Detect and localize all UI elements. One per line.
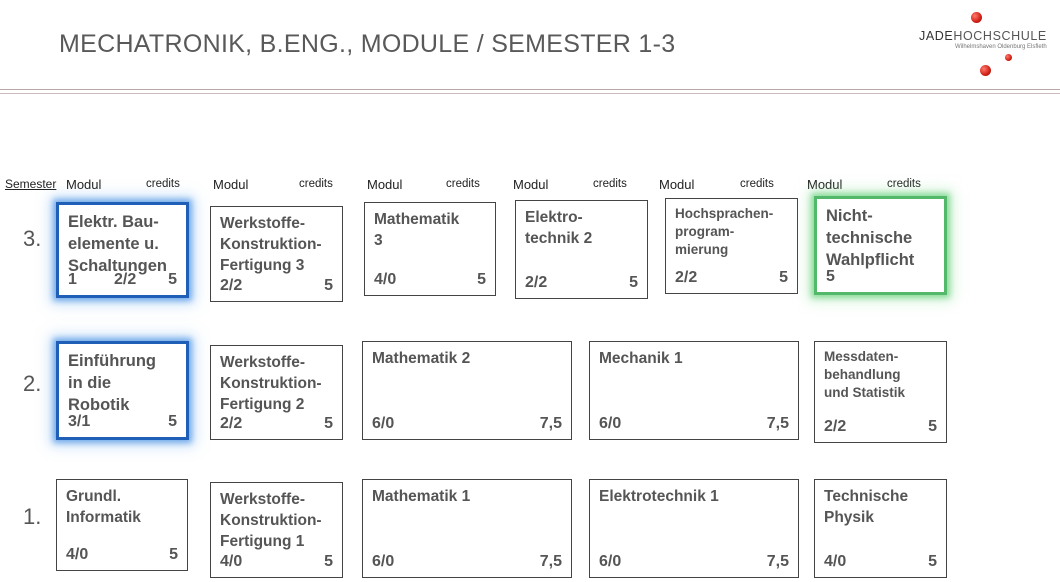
module-sws: 6/0	[599, 415, 622, 432]
module-card	[210, 206, 343, 302]
modul-header: Modul	[367, 177, 403, 192]
module-sws: 6/0	[372, 415, 395, 432]
module-name: Werkstoffe- Konstruktion- Fertigung 1	[220, 491, 322, 550]
module-credits: 5	[324, 415, 333, 432]
module-name: Mechanik 1	[599, 350, 683, 367]
logo-dot-icon	[1005, 54, 1012, 61]
module-name: Mathematik 2	[372, 350, 471, 367]
module-credits: 7,5	[539, 415, 562, 432]
semester-number: 3.	[23, 226, 42, 251]
module-name: Mathematik 1	[372, 488, 471, 505]
module-card	[56, 479, 188, 571]
module-card	[364, 202, 496, 296]
page-title: MECHATRONIK, B.ENG., MODULE / SEMESTER 1-3	[59, 30, 676, 58]
semester-number: 1.	[23, 504, 42, 529]
module-sws: 6/0	[599, 553, 622, 570]
module-name: Werkstoffe- Konstruktion- Fertigung 3	[220, 215, 322, 274]
module-card	[56, 202, 189, 298]
module-credits: 5	[324, 277, 333, 294]
module-name: Technische Physik	[824, 488, 909, 526]
module-card	[56, 341, 189, 440]
module-name: Elektr. Bau- elemente u. Schaltungen	[68, 213, 168, 275]
module-credits: 5	[168, 271, 177, 288]
logo-wordmark	[919, 29, 1047, 43]
module-credits: 5	[168, 413, 177, 430]
module-card	[589, 341, 799, 440]
module-card	[210, 345, 343, 440]
header-rule	[0, 93, 1060, 94]
module-credits: 5	[928, 418, 937, 435]
header-rule	[0, 89, 1060, 90]
credits-header: credits	[299, 178, 333, 190]
module-credits: 5	[928, 553, 937, 570]
module-credits: 7,5	[539, 553, 562, 570]
module-credits: 5	[477, 271, 486, 288]
module-card	[814, 341, 947, 443]
module-card	[362, 341, 572, 440]
jade-hochschule-logo	[912, 12, 1060, 82]
module-sws: 4/0	[220, 553, 243, 570]
module-name: Elektrotechnik 1	[599, 488, 719, 505]
module-sws: 4/0	[824, 553, 847, 570]
module-name: Mathematik 3	[374, 211, 460, 249]
module-name: Einführung in die Robotik	[68, 352, 156, 414]
module-sws: 2/2	[220, 415, 243, 432]
module-name: Nicht- technische Wahlpflicht	[826, 207, 915, 269]
module-sws: 3/1	[68, 413, 91, 430]
logo-subtitle: Wilhelmshaven Oldenburg Elsfleth	[955, 44, 1047, 50]
module-credits: 5	[324, 553, 333, 570]
semester-header: Semester	[5, 177, 57, 191]
module-card	[362, 479, 572, 578]
modul-header: Modul	[659, 177, 695, 192]
module-sws: 2/2	[525, 274, 548, 291]
credits-header: credits	[740, 178, 774, 190]
module-sws: 4/0	[374, 271, 397, 288]
module-name: Elektro- technik 2	[525, 209, 593, 247]
credits-header: credits	[146, 178, 180, 190]
module-card	[814, 479, 947, 578]
modul-header: Modul	[513, 177, 549, 192]
module-card	[665, 198, 798, 294]
logo-name-part1: JADE	[919, 29, 954, 43]
module-name: Werkstoffe- Konstruktion- Fertigung 2	[220, 354, 322, 413]
module-extra: 2/2	[114, 271, 137, 288]
module-credits: 5	[169, 546, 178, 563]
semester-number: 2.	[23, 371, 42, 396]
logo-name-part2: HOCHSCHULE	[953, 29, 1047, 43]
modul-header: Modul	[213, 177, 249, 192]
module-credits: 5	[779, 269, 788, 286]
module-sws: 4/0	[66, 546, 89, 563]
module-card	[515, 200, 648, 299]
module-credits: 7,5	[766, 415, 789, 432]
module-card	[814, 196, 947, 295]
module-credits: 7,5	[766, 553, 789, 570]
logo-dot-icon	[971, 12, 982, 23]
module-sws: 2/2	[220, 277, 243, 294]
credits-header: credits	[887, 178, 921, 190]
credits-header: credits	[593, 178, 627, 190]
modul-header: Modul	[66, 177, 102, 192]
module-sws: 2/2	[675, 269, 698, 286]
module-card	[210, 482, 343, 578]
credits-header: credits	[446, 178, 480, 190]
module-name: Messdaten- behandlung und Statistik	[824, 349, 906, 400]
module-credits: 5	[629, 274, 638, 291]
module-card	[589, 479, 799, 578]
module-sws: 5	[826, 268, 835, 285]
modul-header: Modul	[807, 177, 843, 192]
module-name: Grundl. Informatik	[66, 488, 141, 526]
module-sws: 2/2	[824, 418, 847, 435]
module-sws: 6/0	[372, 553, 395, 570]
module-name: Hochsprachen- program- mierung	[675, 206, 774, 257]
logo-dot-icon	[980, 65, 991, 76]
module-sws: 1	[68, 271, 77, 288]
